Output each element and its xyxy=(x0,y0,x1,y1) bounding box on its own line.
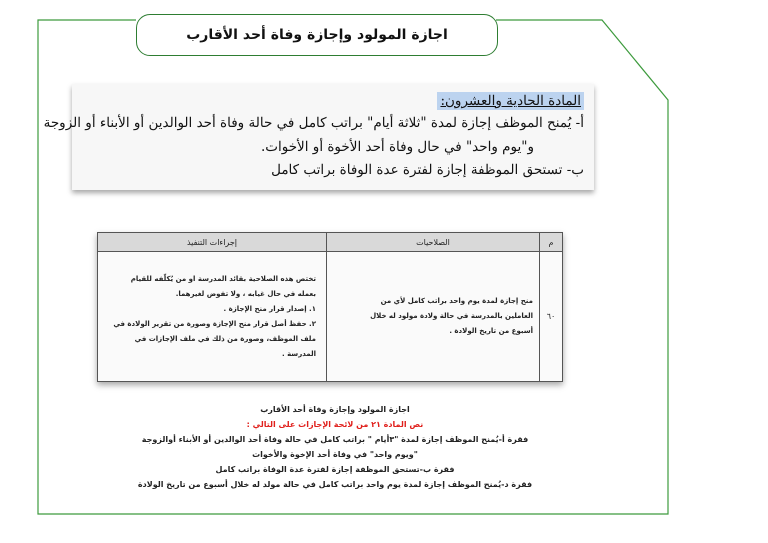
article-excerpt xyxy=(43,84,594,190)
summary-line: "ويوم واحد" في وفاة أحد الإخوة والأخوات xyxy=(252,450,418,459)
summary-line: فقرة أ-يُمنح الموظف إجازة لمدة "٣أيام " براتب كامل في حالة وفاة أحد الوالدين أو الأبناء أوالزوجة xyxy=(141,435,529,444)
procedure-line: ٢. حفظ أصل قرار منح الإجازة وصورة من تقرير الولادة في xyxy=(113,319,316,328)
procedure-line: المدرسة . xyxy=(281,349,316,358)
authority-line: أسبوع من تاريخ الولادة . xyxy=(449,327,533,335)
summary-subtitle: نص المادة ٢١ من لائحة الإجازات على التالي : xyxy=(246,420,424,429)
article-heading: المادة الحادية والعشرون: xyxy=(437,92,584,110)
summary-title: اجازة المولود وإجازة وفاة أحد الأقارب xyxy=(260,405,410,414)
procedure-line: بعمله في حال غيابه ، ولا تفوض لغيرهما. xyxy=(175,289,316,298)
article-line-a-cont: و"يوم واحد" في حال وفاة أحد الأخوة أو الأخوات. xyxy=(260,139,534,155)
article-line-b: ب- تستحق الموظفة إجازة لفترة عدة الوفاة براتب كامل xyxy=(271,162,584,178)
article-line-a: أ- يُمنح الموظف إجازة لمدة "ثلاثة أيام" براتب كامل في حالة وفاة أحد الوالدين أو الأبناء أو الزوجة xyxy=(43,115,584,131)
authority-line: العاملين بالمدرسة في حالة ولادة مولود له خلال xyxy=(370,312,533,320)
authority-table-image xyxy=(97,232,563,382)
procedure-line: ملف الموظف، وصورة من ذلك في ملف الإجازات في xyxy=(134,334,316,343)
procedure-line: تختص هذه الصلاحية بقائد المدرسة او من يُكلّفه للقيام xyxy=(130,274,316,283)
summary-line: فقرة د-يُمنح الموظف إجازة لمدة يوم واحد براتب كامل في حالة مولد له خلال أسبوع من تاريخ الولادة xyxy=(137,480,533,489)
page-title-box xyxy=(136,14,498,56)
row-number: ٦٠ xyxy=(540,252,563,382)
summary-line: فقرة ب-تستحق الموظفة إجازة لفترة عدة الوفاة براتب كامل xyxy=(215,465,455,474)
header-number: م xyxy=(540,233,563,252)
header-procedures: إجراءات التنفيذ xyxy=(98,233,327,252)
table-row xyxy=(98,252,563,382)
authority-cell xyxy=(327,252,540,382)
page-title: اجازة المولود وإجازة وفاة أحد الأقارب xyxy=(186,27,448,43)
header-authorities: الصلاحيات xyxy=(327,233,540,252)
authority-line: منح إجازة لمدة يوم واحد براتب كامل لأي من xyxy=(380,297,533,305)
table-header-row xyxy=(98,233,563,252)
summary-block xyxy=(90,402,580,492)
procedure-line: ١. إصدار قرار منح الإجازة . xyxy=(223,304,316,313)
procedures-cell xyxy=(98,252,327,382)
authority-table xyxy=(97,232,563,382)
